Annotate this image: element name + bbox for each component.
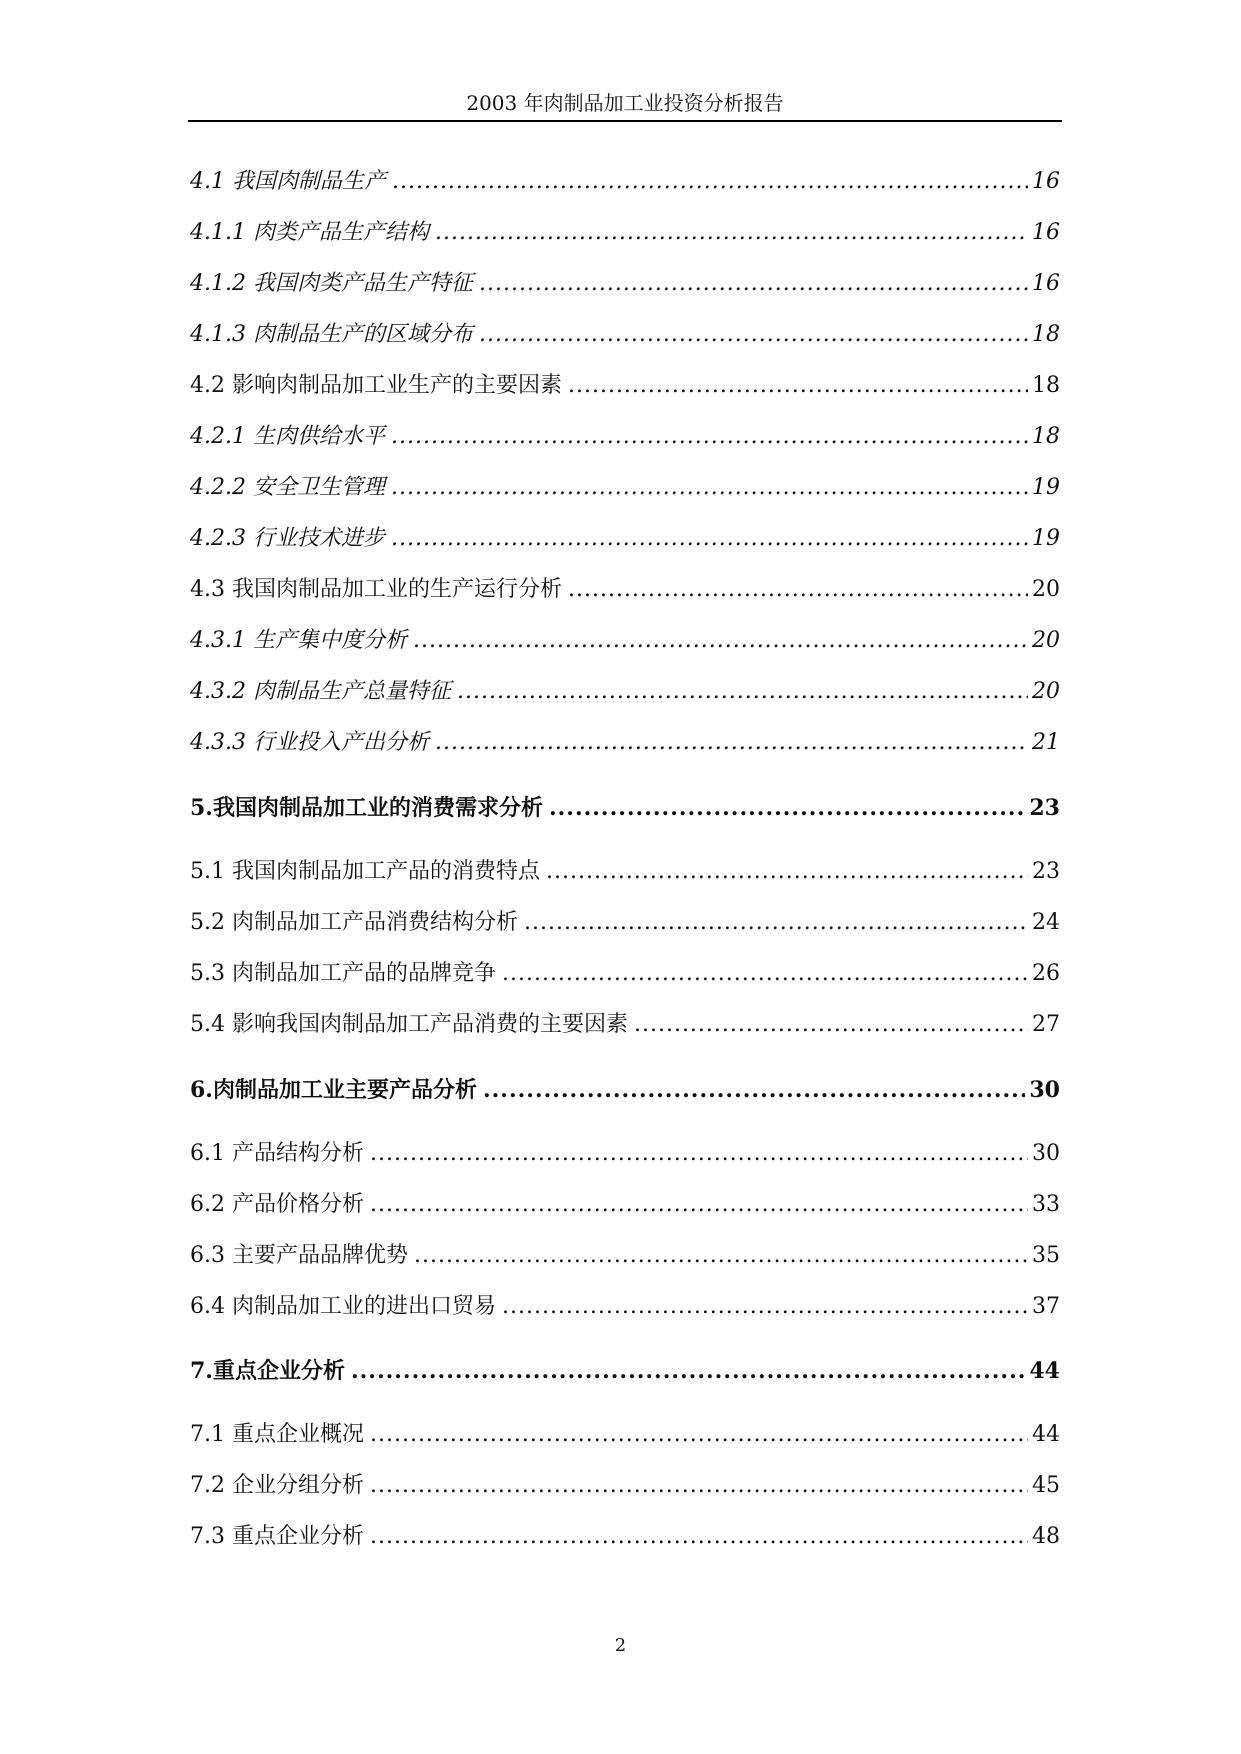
- toc-entry-title: 5.1 我国肉制品加工产品的消费特点: [190, 859, 540, 884]
- toc-dot-leader: [524, 907, 1028, 939]
- toc-entry-page: 48: [1032, 1524, 1060, 1549]
- toc-entry[interactable]: [190, 472, 1060, 504]
- toc-entry-page: 20: [1032, 628, 1060, 653]
- toc-entry-page: 44: [1029, 1358, 1060, 1384]
- toc-dot-leader: [391, 472, 1028, 504]
- page-header: 2003 年肉制品加工业投资分析报告: [188, 88, 1062, 122]
- toc-entry-title: 4.2.3 行业技术进步: [190, 526, 385, 551]
- toc-entry-page: 27: [1032, 1012, 1060, 1037]
- toc-entry-title: 4.1 我国肉制品生产: [190, 169, 386, 194]
- toc-entry-page: 44: [1032, 1422, 1060, 1447]
- toc-entry[interactable]: [190, 1521, 1060, 1553]
- toc-entry-page: 18: [1032, 424, 1060, 449]
- toc-entry-page: 24: [1032, 910, 1060, 935]
- toc-entry-page: 20: [1032, 577, 1060, 602]
- toc-entry-page: 18: [1032, 373, 1060, 398]
- toc-entry-title: 6.3 主要产品品牌优势: [190, 1243, 408, 1268]
- toc-entry-title: 5.4 影响我国肉制品加工产品消费的主要因素: [190, 1012, 628, 1037]
- toc-dot-leader: [392, 166, 1028, 198]
- toc-entry-title: 5.3 肉制品加工产品的品牌竞争: [190, 961, 496, 986]
- toc-dot-leader: [370, 1419, 1028, 1451]
- toc-dot-leader: [483, 1074, 1025, 1106]
- toc-entry-page: 23: [1029, 795, 1060, 821]
- toc-entry[interactable]: [190, 1419, 1060, 1451]
- toc-entry[interactable]: [190, 523, 1060, 555]
- toc-dot-leader: [568, 574, 1028, 606]
- toc-dot-leader: [568, 370, 1028, 402]
- toc-entry-title: 7.1 重点企业概况: [190, 1422, 364, 1447]
- toc-entry-title: 7.3 重点企业分析: [190, 1524, 364, 1549]
- toc-entry-title: 7.重点企业分析: [190, 1358, 345, 1384]
- toc-dot-leader: [435, 217, 1028, 249]
- toc-entry[interactable]: [190, 319, 1060, 351]
- toc-dot-leader: [370, 1189, 1028, 1221]
- toc-entry[interactable]: [190, 268, 1060, 300]
- toc-dot-leader: [414, 1240, 1028, 1272]
- toc-dot-leader: [351, 1355, 1025, 1387]
- toc-entry-page: 45: [1032, 1473, 1060, 1498]
- toc-dot-leader: [435, 727, 1028, 759]
- toc-entry-title: 4.2 影响肉制品加工业生产的主要因素: [190, 373, 562, 398]
- toc-dot-leader: [370, 1470, 1028, 1502]
- toc-entry-page: 37: [1032, 1294, 1060, 1319]
- toc-entry-page: 20: [1032, 679, 1060, 704]
- toc-entry-title: 4.3.3 行业投入产出分析: [190, 730, 429, 755]
- page-number: 2: [614, 1635, 627, 1656]
- toc-dot-leader: [370, 1138, 1028, 1170]
- toc-dot-leader: [391, 523, 1028, 555]
- toc-entry[interactable]: [190, 370, 1060, 402]
- toc-dot-leader: [457, 676, 1028, 708]
- toc-dot-leader: [413, 625, 1028, 657]
- toc-entry[interactable]: [190, 625, 1060, 657]
- toc-entry[interactable]: [190, 1240, 1060, 1272]
- toc-entry-title: 6.1 产品结构分析: [190, 1141, 364, 1166]
- toc-dot-leader: [502, 958, 1028, 990]
- toc-entry-page: 35: [1032, 1243, 1060, 1268]
- toc-dot-leader: [370, 1521, 1028, 1553]
- toc-entry[interactable]: [190, 1470, 1060, 1502]
- toc-entry[interactable]: [190, 217, 1060, 249]
- toc-entry-page: 18: [1032, 322, 1060, 347]
- toc-dot-leader: [549, 792, 1025, 824]
- toc-entry-page: 16: [1032, 169, 1060, 194]
- toc-entry[interactable]: [190, 676, 1060, 708]
- toc-entry-title: 6.4 肉制品加工业的进出口贸易: [190, 1294, 496, 1319]
- toc-entry[interactable]: [190, 1138, 1060, 1170]
- toc-dot-leader: [391, 421, 1028, 453]
- toc-entry-title: 4.1.2 我国肉类产品生产特征: [190, 271, 473, 296]
- toc-entry[interactable]: [190, 958, 1060, 990]
- toc-chapter[interactable]: [190, 1355, 1060, 1387]
- toc-entry[interactable]: [190, 574, 1060, 606]
- toc-entry-title: 5.2 肉制品加工产品消费结构分析: [190, 910, 518, 935]
- toc-entry-title: 6.2 产品价格分析: [190, 1192, 364, 1217]
- toc-dot-leader: [479, 268, 1028, 300]
- toc-entry-page: 33: [1032, 1192, 1060, 1217]
- toc-entry-page: 19: [1032, 475, 1060, 500]
- toc-entry-page: 23: [1032, 859, 1060, 884]
- toc-entry[interactable]: [190, 1189, 1060, 1221]
- toc-entry[interactable]: [190, 856, 1060, 888]
- toc-entry-title: 4.3 我国肉制品加工业的生产运行分析: [190, 577, 562, 602]
- toc-entry-title: 4.1.3 肉制品生产的区域分布: [190, 322, 473, 347]
- toc-entry-title: 6.肉制品加工业主要产品分析: [190, 1077, 477, 1103]
- toc-dot-leader: [634, 1009, 1028, 1041]
- toc-entry-page: 30: [1029, 1077, 1060, 1103]
- toc-entry-page: 19: [1032, 526, 1060, 551]
- toc-entry-title: 4.2.2 安全卫生管理: [190, 475, 385, 500]
- toc-chapter[interactable]: [190, 1074, 1060, 1106]
- toc-entry-page: 16: [1032, 220, 1060, 245]
- toc-entry[interactable]: [190, 907, 1060, 939]
- toc-entry[interactable]: [190, 1009, 1060, 1041]
- toc-entry-page: 21: [1032, 730, 1060, 755]
- toc-entry-title: 4.3.2 肉制品生产总量特征: [190, 679, 451, 704]
- toc-entry-page: 16: [1032, 271, 1060, 296]
- toc-entry[interactable]: [190, 1291, 1060, 1323]
- toc-dot-leader: [502, 1291, 1028, 1323]
- toc-entry-title: 5.我国肉制品加工业的消费需求分析: [190, 795, 543, 821]
- toc-dot-leader: [479, 319, 1028, 351]
- toc-entry[interactable]: [190, 166, 1060, 198]
- toc-entry-page: 30: [1032, 1141, 1060, 1166]
- toc-entry-title: 7.2 企业分组分析: [190, 1473, 364, 1498]
- toc-entry-title: 4.2.1 生肉供给水平: [190, 424, 385, 449]
- toc-entry-title: 4.3.1 生产集中度分析: [190, 628, 407, 653]
- toc-chapter[interactable]: [190, 792, 1060, 824]
- toc-entry-page: 26: [1032, 961, 1060, 986]
- toc-entry[interactable]: [190, 421, 1060, 453]
- toc-entry-title: 4.1.1 肉类产品生产结构: [190, 220, 429, 245]
- toc-dot-leader: [546, 856, 1028, 888]
- toc-entry[interactable]: [190, 727, 1060, 759]
